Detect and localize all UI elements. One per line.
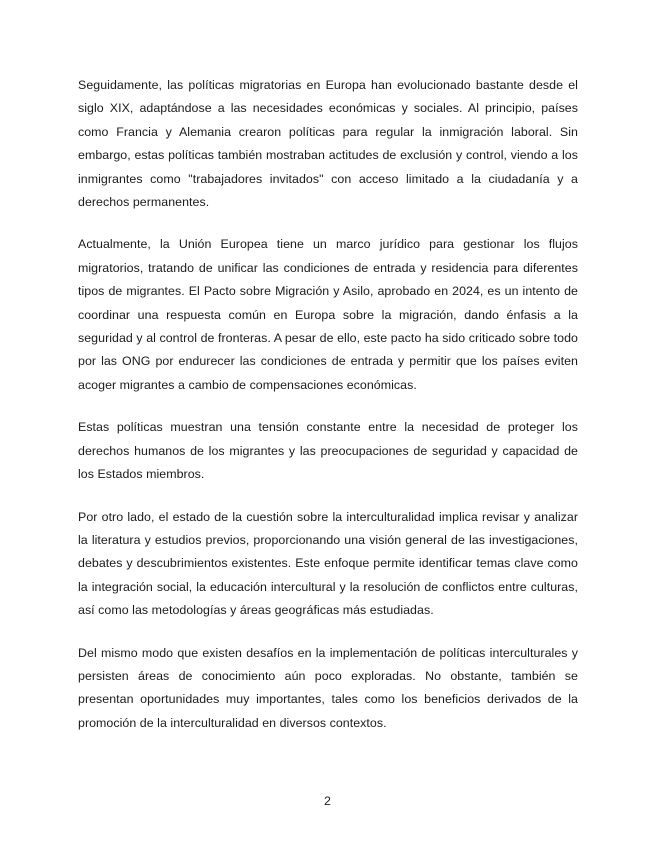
paragraph-challenges-opportunities: Del mismo modo que existen desafíos en la implementación de políticas interculturales y persisten áreas de conocimiento aún poco exploradas. No obstante, también se presentan oportunidades muy importantes, tales como los beneficios derivados de la promoción de la interculturalidad en diversos contextos. [78,645,578,730]
document-page [78,74,578,754]
page-number: 2 [324,794,331,808]
paragraph-interculturality-state: Por otro lado, el estado de la cuestión sobre la interculturalidad implica revisar y analizar la literatura y estudios previos, proporcionando una visión general de las investigaciones, debates y descubrimientos existentes. Este enfoque permite identificar temas clave como la integración social, la educación intercultural y la resolución de conflictos entre culturas, así como las metodologías y áreas geográficas más estudiadas. [78,509,578,618]
paragraph-eu-legal-framework: Actualmente, la Unión Europea tiene un marco jurídico para gestionar los flujos migratorios, tratando de unificar las condiciones de entrada y residencia para diferentes tipos de migrantes. El Pacto sobre Migración y Asilo, aprobado en 2024, es un intento de coordinar una respuesta común en Europa sobre la migración, dando énfasis a la seguridad y al control de fronteras. A pesar de ello, este pacto ha sido criticado sobre todo por las ONG por endurecer las condiciones de entrada y permitir que los países eviten acoger migrantes a cambio de compensaciones económicas. [78,237,578,392]
paragraph-migration-history: Seguidamente, las políticas migratorias en Europa han evolucionado bastante desde el siglo XIX, adaptándose a las necesidades económicas y sociales. Al principio, países como Francia y Alemania crearon políticas para regular la inmigración laboral. Sin embargo, estas políticas también mostraban actitudes de exclusión y control, viendo a los inmigrantes como "trabajadores invitados" con acceso limitado a la ciudadanía y a derechos permanentes. [78,78,578,210]
paragraph-policy-tension: Estas políticas muestran una tensión constante entre la necesidad de proteger los derechos humanos de los migrantes y las preocupaciones de seguridad y capacidad de los Estados miembros. [78,420,578,482]
